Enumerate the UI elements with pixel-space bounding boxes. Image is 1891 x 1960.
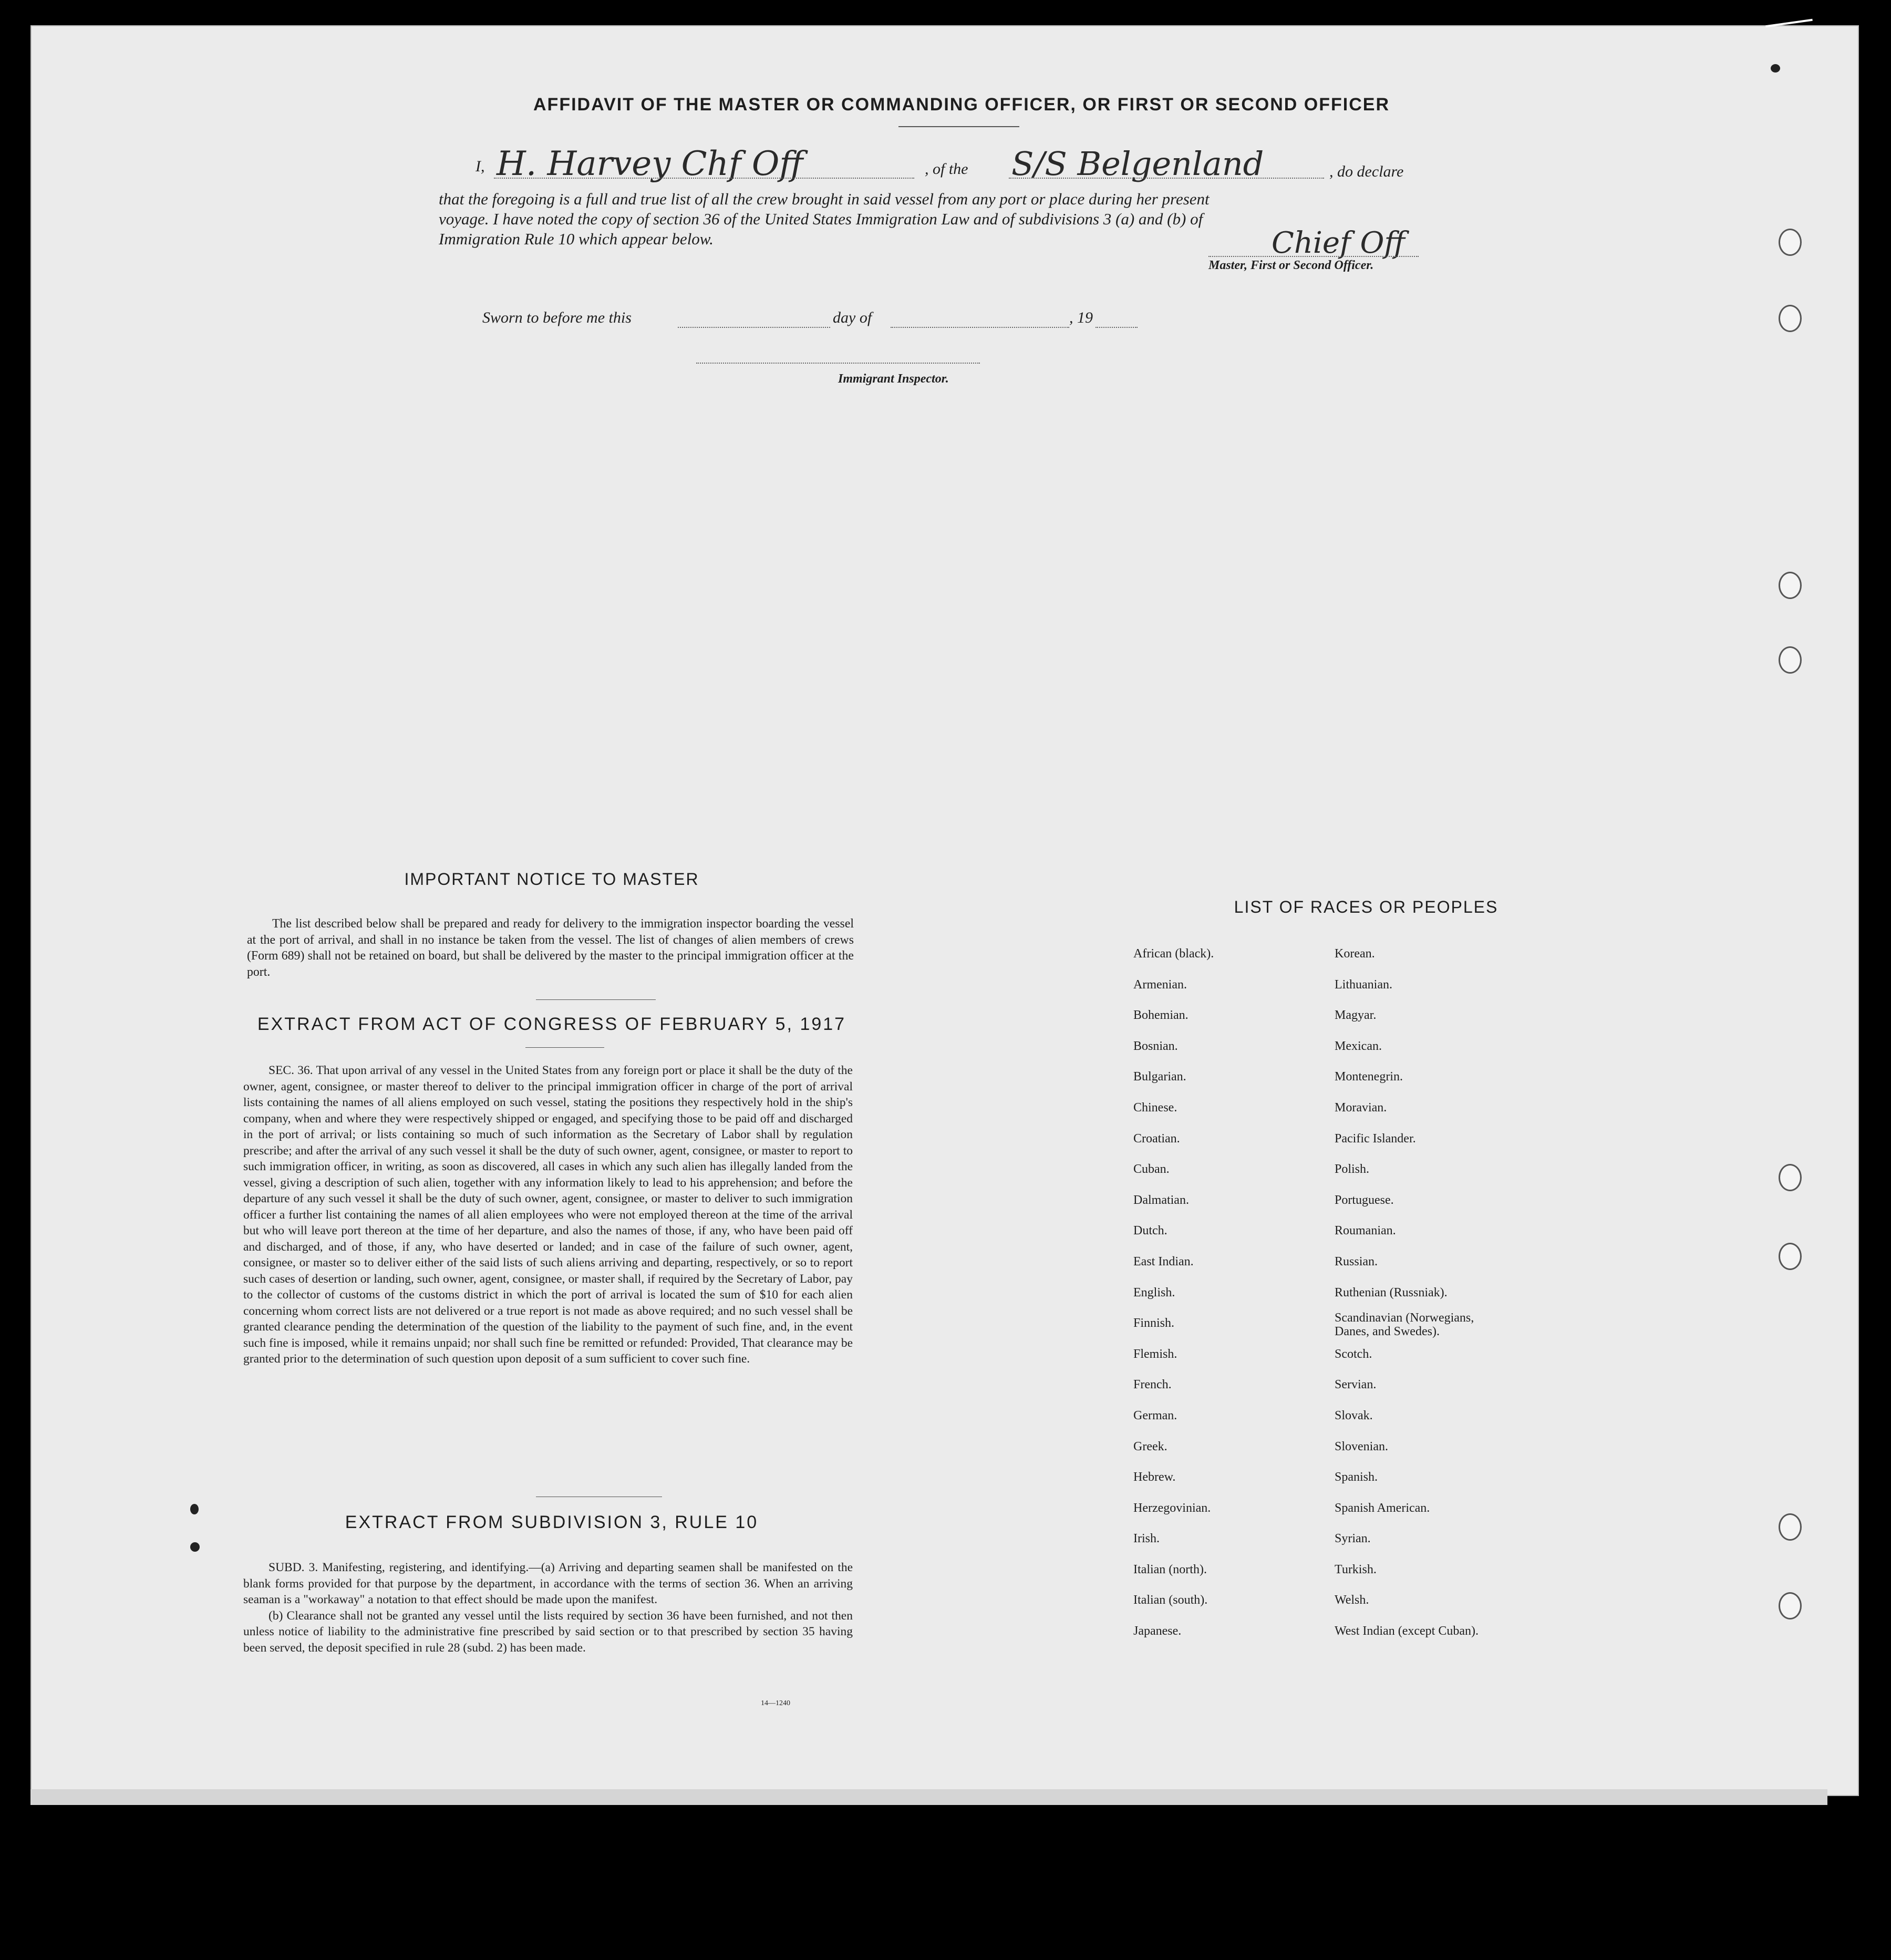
- races-title: LIST OF RACES OR PEOPLES: [1234, 898, 1499, 916]
- binder-hole: [1779, 305, 1802, 332]
- race-item: German.: [1133, 1408, 1177, 1422]
- notice-text-block: [247, 916, 854, 980]
- binder-hole: [1779, 646, 1802, 674]
- race-item: Japanese.: [1133, 1624, 1182, 1638]
- ink-speck: [190, 1504, 199, 1514]
- declaration-line-3: Immigration Rule 10 which appear below.: [439, 230, 714, 248]
- race-item: Roumanian.: [1335, 1224, 1396, 1238]
- race-item: Pacific Islander.: [1335, 1131, 1416, 1146]
- day-of-label: day of: [833, 309, 872, 326]
- ink-speck: [1771, 64, 1780, 73]
- race-item: Russian.: [1335, 1254, 1378, 1268]
- binder-hole: [1779, 1243, 1802, 1270]
- race-item: East Indian.: [1133, 1254, 1194, 1268]
- race-item: Finnish.: [1133, 1316, 1175, 1330]
- races-column-1: [1133, 938, 1214, 1647]
- title-divider: [898, 126, 1019, 127]
- declarant-prefix: I,: [476, 158, 485, 175]
- race-item: Irish.: [1133, 1532, 1160, 1546]
- sheet-bottom-edge: [30, 1789, 1827, 1805]
- act-text-block: [243, 1062, 853, 1367]
- race-item: Dalmatian.: [1133, 1193, 1189, 1207]
- binder-hole: [1779, 229, 1802, 256]
- race-item: English.: [1133, 1285, 1175, 1299]
- inspector-signature-line: [696, 363, 980, 364]
- race-item: Flemish.: [1133, 1347, 1177, 1361]
- subdivision-a-text: SUBD. 3. Manifesting, registering, and identifying.—(a) Arriving and departing seamen shall be manifested on the blank forms provided for that purpose by the department, in accordance with the terms of section 36. When an arriving seaman is a "workaway" a notation to that effect should be made upon the manifest.: [243, 1561, 853, 1606]
- of-the-label: , of the: [925, 160, 968, 178]
- race-item: Lithuanian.: [1335, 977, 1392, 992]
- section-36-text: SEC. 36. That upon arrival of any vessel in the United States from any foreign port or place it shall be the duty of the owner, agent, consignee, or master thereof to deliver to the principal immigration officer in charge of the port of arrival lists containing the names of all aliens employed on such vessel, stating the positions they respectively hold in the ship's company, when and where they were respectively shipped or engaged, and specifying those to be paid off and discharged in the port of arrival; or lists containing so much of such information as the Secretary of Labor shall by regulation prescribe; and after the arrival of any such vessel it shall be the duty of such owner, agent, consignee, or master to report to such immigration officer, in writing, as soon as discovered, all cases in which any such alien has illegally landed from the vessel, giving a description of such alien, together with any information likely to lead to his apprehension; and before the departure of any such vessel it shall be the duty of such owner, agent, consignee, or master to deliver to such immigration officer a further list containing the names of all alien employees who were not employed thereon at the time of the arrival but who will leave port thereon at the time of her departure, and also the names of those, if any, who have been paid off and discharged, and of those, if any, who have deserted or landed; and in case of the failure of such owner, agent, consignee, or master so to deliver either of the said lists of such aliens arriving and departing, respectively, or so to report such cases of desertion or landing, such owner, agent, consignee, or master shall, if required by the Secretary of Labor, pay to the collector of customs of the customs district in which the port of arrival is located the sum of $10 for each alien concerning whom correct lists are not delivered or a true report is not made as above required; and no such vessel shall be granted clearance pending the determination of the question of the liability to the payment of such fine, and, in the event such fine is imposed, while it remains unpaid; nor shall such fine be remitted or refunded: Provided, That clearance may be granted prior to the determination of such question upon deposit of a sum sufficient to cover such fine.: [243, 1064, 853, 1366]
- race-item: Scandinavian (Norwegians, Danes, and Swedes).: [1335, 1311, 1474, 1339]
- races-column-2: [1335, 938, 1508, 1647]
- vessel-name-line: [1009, 178, 1324, 179]
- officer-signature: Chief Off: [1272, 226, 1406, 260]
- race-item: Greek.: [1133, 1439, 1167, 1453]
- sworn-day-line: [678, 327, 830, 328]
- rule-extract-title: EXTRACT FROM SUBDIVISION 3, RULE 10: [345, 1512, 759, 1532]
- form-number: 14—1240: [761, 1699, 790, 1707]
- race-item: Montenegrin.: [1335, 1070, 1403, 1084]
- binder-hole: [1779, 572, 1802, 599]
- race-item: Hebrew.: [1133, 1470, 1176, 1484]
- binder-hole: [1779, 1164, 1802, 1191]
- do-declare-label: , do declare: [1329, 163, 1404, 180]
- race-item: Mexican.: [1335, 1039, 1382, 1053]
- race-item: Italian (north).: [1133, 1562, 1207, 1576]
- race-item: Syrian.: [1335, 1532, 1371, 1546]
- sworn-year-line: [1096, 327, 1138, 328]
- race-item: Ruthenian (Russniak).: [1335, 1285, 1448, 1299]
- race-item: Italian (south).: [1133, 1593, 1208, 1607]
- race-item: Korean.: [1335, 947, 1375, 961]
- race-item: Slovenian.: [1335, 1439, 1388, 1453]
- race-item: Polish.: [1335, 1162, 1370, 1177]
- binder-hole: [1779, 1513, 1802, 1541]
- race-item: Croatian.: [1133, 1131, 1180, 1146]
- inspector-caption: Immigrant Inspector.: [838, 372, 949, 386]
- race-item: Moravian.: [1335, 1100, 1387, 1115]
- race-item: Dutch.: [1133, 1224, 1167, 1238]
- declaration-line-1: that the foregoing is a full and true list of all the crew brought in said vessel from any port or place during her present: [439, 190, 1210, 208]
- affidavit-title: AFFIDAVIT OF THE MASTER OR COMMANDING OFFICER, OR FIRST OR SECOND OFFICER: [533, 95, 1390, 115]
- race-item: Bohemian.: [1133, 1008, 1189, 1023]
- race-item: Servian.: [1335, 1378, 1377, 1392]
- notice-text: The list described below shall be prepared and ready for delivery to the immigration inspector boarding the vessel at the port of arrival, and shall in no instance be taken from the vessel. The list of changes of alien members of crews (Form 689) shall not be retained on board, but shall be delivered by the master to the principal immigration officer at the port.: [247, 917, 854, 979]
- race-item: Bosnian.: [1133, 1039, 1178, 1053]
- ink-speck: [190, 1542, 200, 1552]
- race-item: Slovak.: [1335, 1408, 1373, 1422]
- notice-title: IMPORTANT NOTICE TO MASTER: [404, 870, 699, 889]
- act-divider: [525, 1047, 604, 1048]
- race-item: Bulgarian.: [1133, 1070, 1186, 1084]
- declaration-line-2: voyage. I have noted the copy of section 36 of the United States Immigration Law and of subdivisions 3 (a) and (b) of: [439, 210, 1203, 228]
- race-item: Cuban.: [1133, 1162, 1170, 1177]
- race-item: Herzegovinian.: [1133, 1501, 1211, 1515]
- race-item: Portuguese.: [1335, 1193, 1394, 1207]
- rule-text-block: [243, 1560, 853, 1656]
- race-item: Armenian.: [1133, 977, 1187, 992]
- sworn-prefix: Sworn to before me this: [482, 309, 632, 326]
- subdivision-b-text: (b) Clearance shall not be granted any vessel until the lists required by section 36 have been furnished, and not then unless notice of liability to the administrative fine prescribed by said section or to that prescribed by section 35 having been served, the deposit specified in rule 28 (subd. 2) has been made.: [243, 1608, 853, 1655]
- officer-name-line: [494, 178, 914, 179]
- race-item: Spanish American.: [1335, 1501, 1430, 1515]
- notice-divider: [536, 999, 656, 1000]
- binder-hole: [1779, 1592, 1802, 1619]
- race-item: Chinese.: [1133, 1100, 1177, 1115]
- race-item: Scotch.: [1335, 1347, 1372, 1361]
- signature-line: [1208, 256, 1419, 257]
- race-item: Spanish.: [1335, 1470, 1378, 1484]
- race-item: Turkish.: [1335, 1562, 1377, 1576]
- act-extract-title: EXTRACT FROM ACT OF CONGRESS OF FEBRUARY 5, 1917: [257, 1014, 846, 1034]
- race-item: Magyar.: [1335, 1008, 1377, 1023]
- signature-caption: Master, First or Second Officer.: [1208, 259, 1374, 272]
- officer-name-handwritten: H. Harvey Chf Off: [497, 145, 803, 183]
- year-prefix: , 19: [1069, 309, 1093, 326]
- vessel-name-handwritten: S/S Belgenland: [1011, 145, 1264, 183]
- race-item: African (black).: [1133, 947, 1214, 961]
- race-item: French.: [1133, 1378, 1172, 1392]
- race-item: West Indian (except Cuban).: [1335, 1624, 1479, 1638]
- sworn-month-line: [891, 327, 1069, 328]
- race-item: Welsh.: [1335, 1593, 1369, 1607]
